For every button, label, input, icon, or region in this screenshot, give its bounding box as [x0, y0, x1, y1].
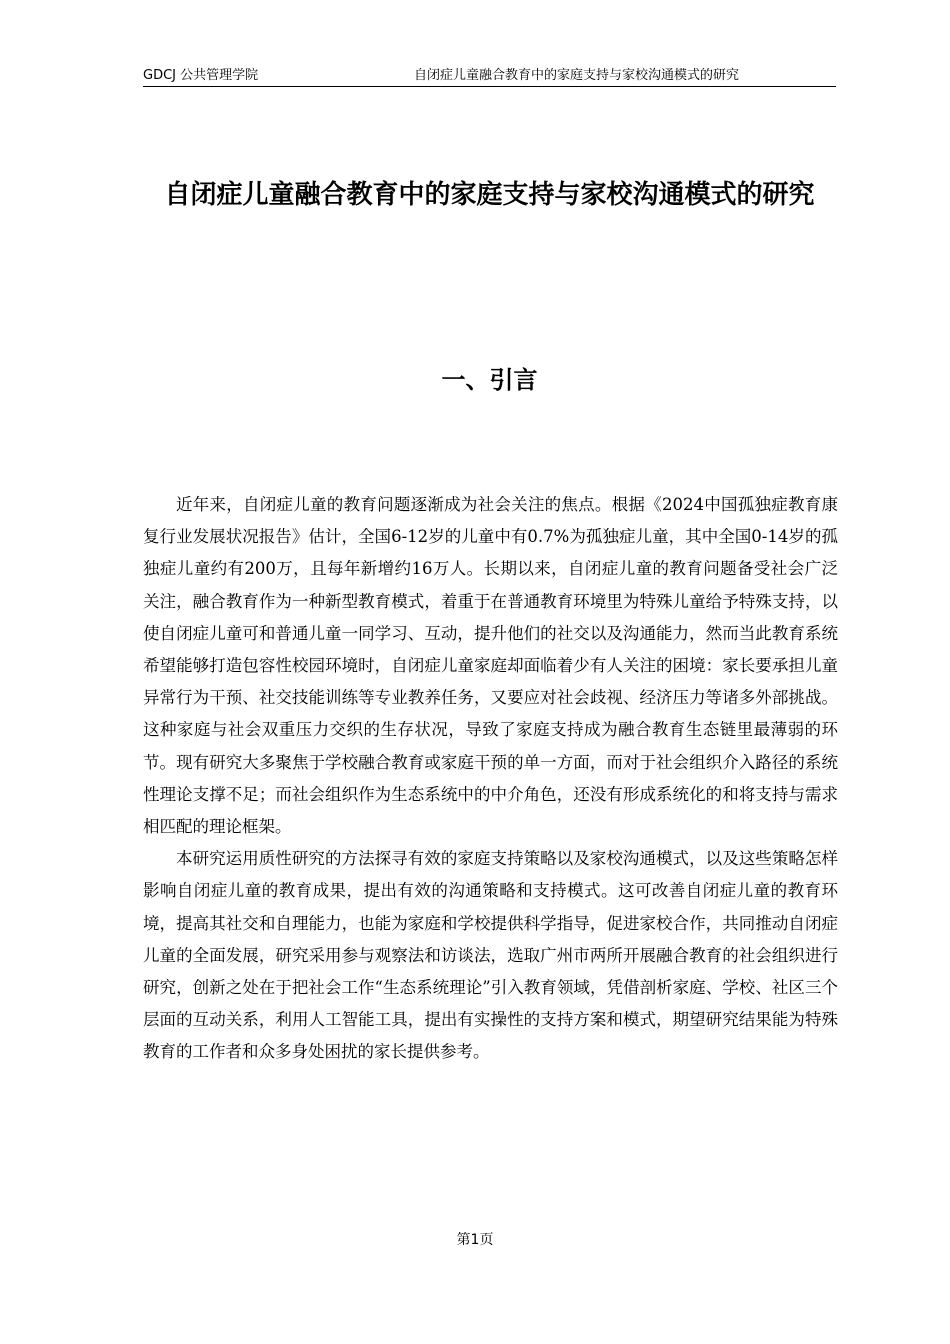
section-heading: 一、引言: [441, 366, 538, 394]
header-institution: GDCJ 公共管理学院: [143, 68, 259, 83]
section-body: [143, 489, 838, 1069]
page-number: 第1页: [456, 1232, 494, 1248]
paper-title: 自闭症儿童融合教育中的家庭支持与家校沟通模式的研究: [164, 180, 815, 210]
running-header: [143, 66, 836, 87]
paragraph: 近年来，自闭症儿童的教育问题逐渐成为社会关注的焦点。根据《2024中国孤独症教育康复行业发展状况报告》估计，全国6-12岁的儿童中有0.7%为孤独症儿童，其中全国0-14岁的孤独症儿童约有200万，且每年新增约16万人。长期以来，自闭症儿童的教育问题备受社会广泛关注，融合教育作为一种新型教育模式，着重于在普通教育环境里为特殊儿童给予特殊支持，以使自闭症儿童可和普通儿童一同学习、互动，提升他们的社交以及沟通能力，然而当此教育系统希望能够打造包容性校园环境时，自闭症儿童家庭却面临着少有人关注的困境：家长要承担儿童异常行为干预、社交技能训练等专业教养任务，又要应对社会歧视、经济压力等诸多外部挑战。这种家庭与社会双重压力交织的生存状况，导致了家庭支持成为融合教育生态链里最薄弱的环节。现有研究大多聚焦于学校融合教育或家庭干预的单一方面，而对于社会组织介入路径的系统性理论支撑不足；而社会组织作为生态系统中的中介角色，还没有形成系统化的和将支持与需求相匹配的理论框架。: [143, 495, 838, 837]
header-paper-title: 自闭症儿童融合教育中的家庭支持与家校沟通模式的研究: [414, 68, 740, 83]
paragraph: 本研究运用质性研究的方法探寻有效的家庭支持策略以及家校沟通模式，以及这些策略怎样影响自闭症儿童的教育成果，提出有效的沟通策略和支持模式。这可改善自闭症儿童的教育环境，提高其社交和自理能力，也能为家庭和学校提供科学指导，促进家校合作，共同推动自闭症儿童的全面发展，研究采用参与观察法和访谈法，选取广州市两所开展融合教育的社会组织进行研究，创新之处在于把社会工作“生态系统理论”引入教育领域，凭借剖析家庭、学校、社区三个层面的互动关系，利用人工智能工具，提出有实操性的支持方案和模式，期望研究结果能为特殊教育的工作者和众多身处困扰的家长提供参考。: [143, 849, 838, 1062]
